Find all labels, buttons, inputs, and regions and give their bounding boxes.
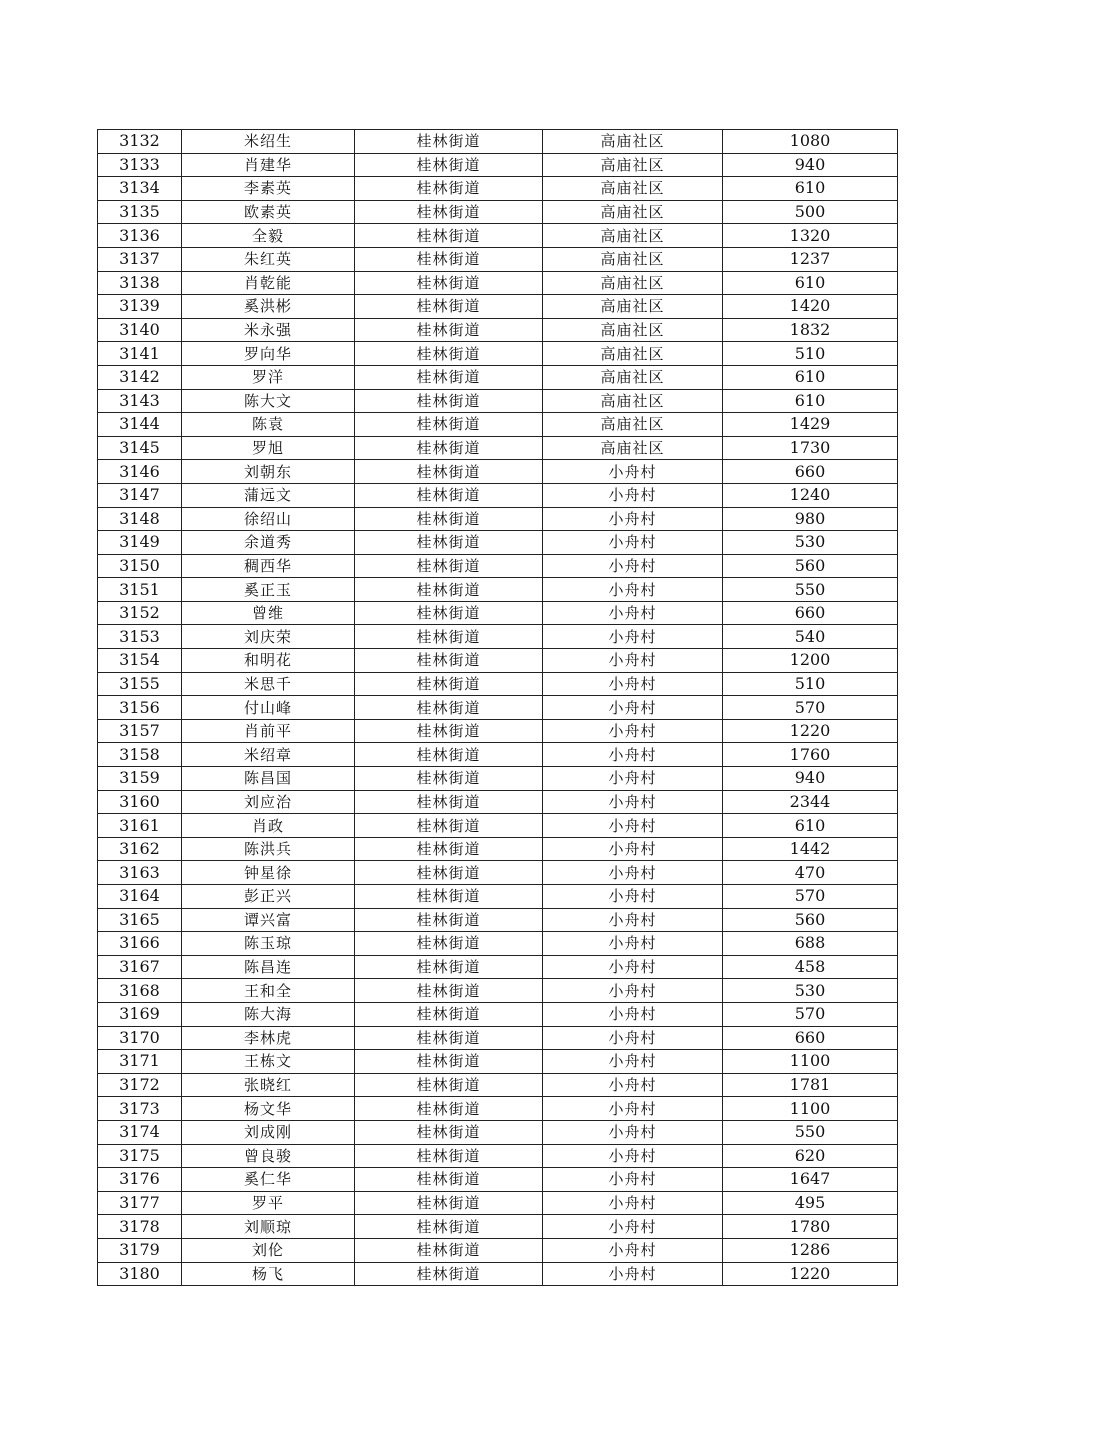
- street-cell: 桂林街道: [355, 1073, 543, 1097]
- row-number-cell: 3154: [98, 649, 182, 673]
- table-row: [98, 601, 898, 625]
- community-cell: 高庙社区: [543, 224, 723, 248]
- amount-cell: 2344: [723, 790, 898, 814]
- row-number-cell: 3153: [98, 625, 182, 649]
- row-number-cell: 3148: [98, 507, 182, 531]
- amount-cell: 1442: [723, 837, 898, 861]
- table-row: [98, 696, 898, 720]
- row-number-cell: 3160: [98, 790, 182, 814]
- table-row: [98, 247, 898, 271]
- name-cell: 李素英: [182, 177, 355, 201]
- row-number-cell: 3140: [98, 318, 182, 342]
- amount-cell: 495: [723, 1191, 898, 1215]
- row-number-cell: 3135: [98, 200, 182, 224]
- street-cell: 桂林街道: [355, 1120, 543, 1144]
- amount-cell: 1220: [723, 719, 898, 743]
- amount-cell: 610: [723, 389, 898, 413]
- amount-cell: 458: [723, 955, 898, 979]
- name-cell: 米绍生: [182, 130, 355, 154]
- row-number-cell: 3180: [98, 1262, 182, 1286]
- table-row: [98, 1144, 898, 1168]
- name-cell: 奚正玉: [182, 578, 355, 602]
- row-number-cell: 3152: [98, 601, 182, 625]
- amount-cell: 530: [723, 979, 898, 1003]
- amount-cell: 1237: [723, 247, 898, 271]
- street-cell: 桂林街道: [355, 861, 543, 885]
- street-cell: 桂林街道: [355, 224, 543, 248]
- street-cell: 桂林街道: [355, 1050, 543, 1074]
- table-row: [98, 295, 898, 319]
- community-cell: 小舟村: [543, 1002, 723, 1026]
- row-number-cell: 3176: [98, 1168, 182, 1192]
- row-number-cell: 3141: [98, 342, 182, 366]
- name-cell: 肖前平: [182, 719, 355, 743]
- table-row: [98, 1238, 898, 1262]
- name-cell: 付山峰: [182, 696, 355, 720]
- street-cell: 桂林街道: [355, 153, 543, 177]
- row-number-cell: 3166: [98, 932, 182, 956]
- amount-cell: 510: [723, 342, 898, 366]
- community-cell: 高庙社区: [543, 130, 723, 154]
- name-cell: 陈昌连: [182, 955, 355, 979]
- community-cell: 高庙社区: [543, 153, 723, 177]
- name-cell: 罗洋: [182, 365, 355, 389]
- street-cell: 桂林街道: [355, 130, 543, 154]
- row-number-cell: 3175: [98, 1144, 182, 1168]
- row-number-cell: 3159: [98, 767, 182, 791]
- amount-cell: 610: [723, 365, 898, 389]
- community-cell: 高庙社区: [543, 295, 723, 319]
- row-number-cell: 3138: [98, 271, 182, 295]
- community-cell: 高庙社区: [543, 389, 723, 413]
- amount-cell: 570: [723, 696, 898, 720]
- community-cell: 高庙社区: [543, 318, 723, 342]
- row-number-cell: 3174: [98, 1120, 182, 1144]
- roster-table-body: [98, 130, 898, 1286]
- table-row: [98, 743, 898, 767]
- table-row: [98, 955, 898, 979]
- street-cell: 桂林街道: [355, 531, 543, 555]
- table-row: [98, 1168, 898, 1192]
- amount-cell: 470: [723, 861, 898, 885]
- amount-cell: 1647: [723, 1168, 898, 1192]
- street-cell: 桂林街道: [355, 979, 543, 1003]
- community-cell: 小舟村: [543, 460, 723, 484]
- amount-cell: 610: [723, 814, 898, 838]
- row-number-cell: 3167: [98, 955, 182, 979]
- street-cell: 桂林街道: [355, 247, 543, 271]
- table-row: [98, 1050, 898, 1074]
- name-cell: 稠西华: [182, 554, 355, 578]
- name-cell: 张晓红: [182, 1073, 355, 1097]
- row-number-cell: 3136: [98, 224, 182, 248]
- row-number-cell: 3177: [98, 1191, 182, 1215]
- name-cell: 奚洪彬: [182, 295, 355, 319]
- row-number-cell: 3155: [98, 672, 182, 696]
- street-cell: 桂林街道: [355, 837, 543, 861]
- amount-cell: 550: [723, 1120, 898, 1144]
- community-cell: 小舟村: [543, 790, 723, 814]
- amount-cell: 570: [723, 885, 898, 909]
- table-row: [98, 483, 898, 507]
- amount-cell: 1286: [723, 1238, 898, 1262]
- table-row: [98, 342, 898, 366]
- name-cell: 陈大文: [182, 389, 355, 413]
- row-number-cell: 3164: [98, 885, 182, 909]
- community-cell: 高庙社区: [543, 271, 723, 295]
- row-number-cell: 3158: [98, 743, 182, 767]
- row-number-cell: 3179: [98, 1238, 182, 1262]
- community-cell: 小舟村: [543, 837, 723, 861]
- street-cell: 桂林街道: [355, 672, 543, 696]
- table-row: [98, 130, 898, 154]
- amount-cell: 610: [723, 271, 898, 295]
- row-number-cell: 3172: [98, 1073, 182, 1097]
- name-cell: 刘成刚: [182, 1120, 355, 1144]
- street-cell: 桂林街道: [355, 1262, 543, 1286]
- row-number-cell: 3173: [98, 1097, 182, 1121]
- community-cell: 小舟村: [543, 1050, 723, 1074]
- table-row: [98, 413, 898, 437]
- table-row: [98, 1262, 898, 1286]
- row-number-cell: 3169: [98, 1002, 182, 1026]
- community-cell: 小舟村: [543, 649, 723, 673]
- row-number-cell: 3157: [98, 719, 182, 743]
- community-cell: 小舟村: [543, 601, 723, 625]
- street-cell: 桂林街道: [355, 719, 543, 743]
- street-cell: 桂林街道: [355, 767, 543, 791]
- row-number-cell: 3142: [98, 365, 182, 389]
- street-cell: 桂林街道: [355, 177, 543, 201]
- amount-cell: 940: [723, 767, 898, 791]
- name-cell: 全毅: [182, 224, 355, 248]
- street-cell: 桂林街道: [355, 342, 543, 366]
- table-row: [98, 554, 898, 578]
- amount-cell: 550: [723, 578, 898, 602]
- row-number-cell: 3156: [98, 696, 182, 720]
- community-cell: 小舟村: [543, 1168, 723, 1192]
- street-cell: 桂林街道: [355, 578, 543, 602]
- amount-cell: 570: [723, 1002, 898, 1026]
- street-cell: 桂林街道: [355, 271, 543, 295]
- amount-cell: 1320: [723, 224, 898, 248]
- row-number-cell: 3139: [98, 295, 182, 319]
- row-number-cell: 3161: [98, 814, 182, 838]
- table-row: [98, 507, 898, 531]
- name-cell: 曾良骏: [182, 1144, 355, 1168]
- community-cell: 小舟村: [543, 531, 723, 555]
- amount-cell: 540: [723, 625, 898, 649]
- community-cell: 小舟村: [543, 814, 723, 838]
- row-number-cell: 3144: [98, 413, 182, 437]
- street-cell: 桂林街道: [355, 483, 543, 507]
- table-row: [98, 837, 898, 861]
- community-cell: 高庙社区: [543, 413, 723, 437]
- community-cell: 小舟村: [543, 767, 723, 791]
- community-cell: 高庙社区: [543, 436, 723, 460]
- amount-cell: 1200: [723, 649, 898, 673]
- row-number-cell: 3171: [98, 1050, 182, 1074]
- street-cell: 桂林街道: [355, 295, 543, 319]
- name-cell: 肖建华: [182, 153, 355, 177]
- street-cell: 桂林街道: [355, 649, 543, 673]
- street-cell: 桂林街道: [355, 1191, 543, 1215]
- amount-cell: 560: [723, 908, 898, 932]
- row-number-cell: 3149: [98, 531, 182, 555]
- community-cell: 小舟村: [543, 1097, 723, 1121]
- name-cell: 刘庆荣: [182, 625, 355, 649]
- community-cell: 小舟村: [543, 1215, 723, 1239]
- row-number-cell: 3178: [98, 1215, 182, 1239]
- name-cell: 米绍章: [182, 743, 355, 767]
- table-row: [98, 365, 898, 389]
- community-cell: 高庙社区: [543, 177, 723, 201]
- community-cell: 小舟村: [543, 578, 723, 602]
- amount-cell: 620: [723, 1144, 898, 1168]
- name-cell: 钟星徐: [182, 861, 355, 885]
- name-cell: 余道秀: [182, 531, 355, 555]
- amount-cell: 660: [723, 1026, 898, 1050]
- street-cell: 桂林街道: [355, 1002, 543, 1026]
- table-row: [98, 814, 898, 838]
- street-cell: 桂林街道: [355, 790, 543, 814]
- street-cell: 桂林街道: [355, 696, 543, 720]
- table-row: [98, 649, 898, 673]
- row-number-cell: 3150: [98, 554, 182, 578]
- table-row: [98, 885, 898, 909]
- table-row: [98, 790, 898, 814]
- name-cell: 刘应治: [182, 790, 355, 814]
- row-number-cell: 3145: [98, 436, 182, 460]
- street-cell: 桂林街道: [355, 955, 543, 979]
- row-number-cell: 3147: [98, 483, 182, 507]
- community-cell: 高庙社区: [543, 200, 723, 224]
- amount-cell: 560: [723, 554, 898, 578]
- amount-cell: 940: [723, 153, 898, 177]
- community-cell: 小舟村: [543, 1262, 723, 1286]
- table-row: [98, 531, 898, 555]
- table-row: [98, 153, 898, 177]
- name-cell: 肖乾能: [182, 271, 355, 295]
- name-cell: 奚仁华: [182, 1168, 355, 1192]
- name-cell: 陈玉琼: [182, 932, 355, 956]
- name-cell: 米永强: [182, 318, 355, 342]
- name-cell: 谭兴富: [182, 908, 355, 932]
- name-cell: 李林虎: [182, 1026, 355, 1050]
- street-cell: 桂林街道: [355, 436, 543, 460]
- community-cell: 小舟村: [543, 743, 723, 767]
- street-cell: 桂林街道: [355, 932, 543, 956]
- street-cell: 桂林街道: [355, 1238, 543, 1262]
- street-cell: 桂林街道: [355, 743, 543, 767]
- name-cell: 陈昌国: [182, 767, 355, 791]
- row-number-cell: 3165: [98, 908, 182, 932]
- table-row: [98, 200, 898, 224]
- row-number-cell: 3151: [98, 578, 182, 602]
- street-cell: 桂林街道: [355, 814, 543, 838]
- row-number-cell: 3143: [98, 389, 182, 413]
- table-row: [98, 1215, 898, 1239]
- street-cell: 桂林街道: [355, 389, 543, 413]
- amount-cell: 530: [723, 531, 898, 555]
- amount-cell: 660: [723, 460, 898, 484]
- name-cell: 杨文华: [182, 1097, 355, 1121]
- street-cell: 桂林街道: [355, 885, 543, 909]
- name-cell: 蒲远文: [182, 483, 355, 507]
- amount-cell: 610: [723, 177, 898, 201]
- name-cell: 肖政: [182, 814, 355, 838]
- name-cell: 王和全: [182, 979, 355, 1003]
- name-cell: 罗旭: [182, 436, 355, 460]
- amount-cell: 688: [723, 932, 898, 956]
- community-cell: 小舟村: [543, 696, 723, 720]
- amount-cell: 500: [723, 200, 898, 224]
- community-cell: 小舟村: [543, 1026, 723, 1050]
- community-cell: 小舟村: [543, 507, 723, 531]
- name-cell: 刘伦: [182, 1238, 355, 1262]
- community-cell: 小舟村: [543, 979, 723, 1003]
- table-row: [98, 460, 898, 484]
- community-cell: 高庙社区: [543, 365, 723, 389]
- street-cell: 桂林街道: [355, 413, 543, 437]
- community-cell: 小舟村: [543, 719, 723, 743]
- name-cell: 陈洪兵: [182, 837, 355, 861]
- street-cell: 桂林街道: [355, 507, 543, 531]
- amount-cell: 1220: [723, 1262, 898, 1286]
- row-number-cell: 3133: [98, 153, 182, 177]
- name-cell: 米思千: [182, 672, 355, 696]
- amount-cell: 1780: [723, 1215, 898, 1239]
- amount-cell: 1080: [723, 130, 898, 154]
- roster-table: [97, 129, 898, 1286]
- community-cell: 小舟村: [543, 1120, 723, 1144]
- amount-cell: 1832: [723, 318, 898, 342]
- table-row: [98, 672, 898, 696]
- table-row: [98, 767, 898, 791]
- community-cell: 小舟村: [543, 908, 723, 932]
- amount-cell: 1420: [723, 295, 898, 319]
- name-cell: 刘朝东: [182, 460, 355, 484]
- amount-cell: 1730: [723, 436, 898, 460]
- street-cell: 桂林街道: [355, 554, 543, 578]
- amount-cell: 1100: [723, 1050, 898, 1074]
- name-cell: 罗平: [182, 1191, 355, 1215]
- amount-cell: 980: [723, 507, 898, 531]
- name-cell: 朱红英: [182, 247, 355, 271]
- table-row: [98, 908, 898, 932]
- table-row: [98, 1191, 898, 1215]
- name-cell: 罗向华: [182, 342, 355, 366]
- row-number-cell: 3134: [98, 177, 182, 201]
- amount-cell: 1781: [723, 1073, 898, 1097]
- community-cell: 小舟村: [543, 955, 723, 979]
- community-cell: 小舟村: [543, 1073, 723, 1097]
- community-cell: 小舟村: [543, 554, 723, 578]
- table-row: [98, 861, 898, 885]
- amount-cell: 1429: [723, 413, 898, 437]
- table-row: [98, 979, 898, 1003]
- table-row: [98, 224, 898, 248]
- community-cell: 小舟村: [543, 1191, 723, 1215]
- row-number-cell: 3132: [98, 130, 182, 154]
- community-cell: 高庙社区: [543, 342, 723, 366]
- table-row: [98, 578, 898, 602]
- row-number-cell: 3137: [98, 247, 182, 271]
- table-row: [98, 177, 898, 201]
- name-cell: 曾维: [182, 601, 355, 625]
- street-cell: 桂林街道: [355, 318, 543, 342]
- community-cell: 小舟村: [543, 1144, 723, 1168]
- name-cell: 陈袁: [182, 413, 355, 437]
- table-row: [98, 1002, 898, 1026]
- community-cell: 高庙社区: [543, 247, 723, 271]
- amount-cell: 660: [723, 601, 898, 625]
- street-cell: 桂林街道: [355, 1168, 543, 1192]
- street-cell: 桂林街道: [355, 460, 543, 484]
- name-cell: 杨飞: [182, 1262, 355, 1286]
- name-cell: 陈大海: [182, 1002, 355, 1026]
- table-row: [98, 1073, 898, 1097]
- name-cell: 王栋文: [182, 1050, 355, 1074]
- amount-cell: 1760: [723, 743, 898, 767]
- name-cell: 徐绍山: [182, 507, 355, 531]
- table-row: [98, 318, 898, 342]
- row-number-cell: 3170: [98, 1026, 182, 1050]
- community-cell: 小舟村: [543, 1238, 723, 1262]
- street-cell: 桂林街道: [355, 200, 543, 224]
- table-row: [98, 1026, 898, 1050]
- street-cell: 桂林街道: [355, 625, 543, 649]
- row-number-cell: 3168: [98, 979, 182, 1003]
- table-row: [98, 932, 898, 956]
- street-cell: 桂林街道: [355, 365, 543, 389]
- name-cell: 刘顺琼: [182, 1215, 355, 1239]
- community-cell: 小舟村: [543, 672, 723, 696]
- row-number-cell: 3163: [98, 861, 182, 885]
- table-row: [98, 389, 898, 413]
- table-row: [98, 719, 898, 743]
- community-cell: 小舟村: [543, 625, 723, 649]
- table-row: [98, 625, 898, 649]
- amount-cell: 1240: [723, 483, 898, 507]
- amount-cell: 1100: [723, 1097, 898, 1121]
- row-number-cell: 3162: [98, 837, 182, 861]
- street-cell: 桂林街道: [355, 1215, 543, 1239]
- name-cell: 和明花: [182, 649, 355, 673]
- community-cell: 小舟村: [543, 483, 723, 507]
- name-cell: 欧素英: [182, 200, 355, 224]
- table-row: [98, 436, 898, 460]
- street-cell: 桂林街道: [355, 1144, 543, 1168]
- row-number-cell: 3146: [98, 460, 182, 484]
- street-cell: 桂林街道: [355, 1026, 543, 1050]
- community-cell: 小舟村: [543, 932, 723, 956]
- community-cell: 小舟村: [543, 885, 723, 909]
- table-row: [98, 1120, 898, 1144]
- street-cell: 桂林街道: [355, 908, 543, 932]
- table-row: [98, 1097, 898, 1121]
- amount-cell: 510: [723, 672, 898, 696]
- community-cell: 小舟村: [543, 861, 723, 885]
- street-cell: 桂林街道: [355, 1097, 543, 1121]
- name-cell: 彭正兴: [182, 885, 355, 909]
- table-row: [98, 271, 898, 295]
- street-cell: 桂林街道: [355, 601, 543, 625]
